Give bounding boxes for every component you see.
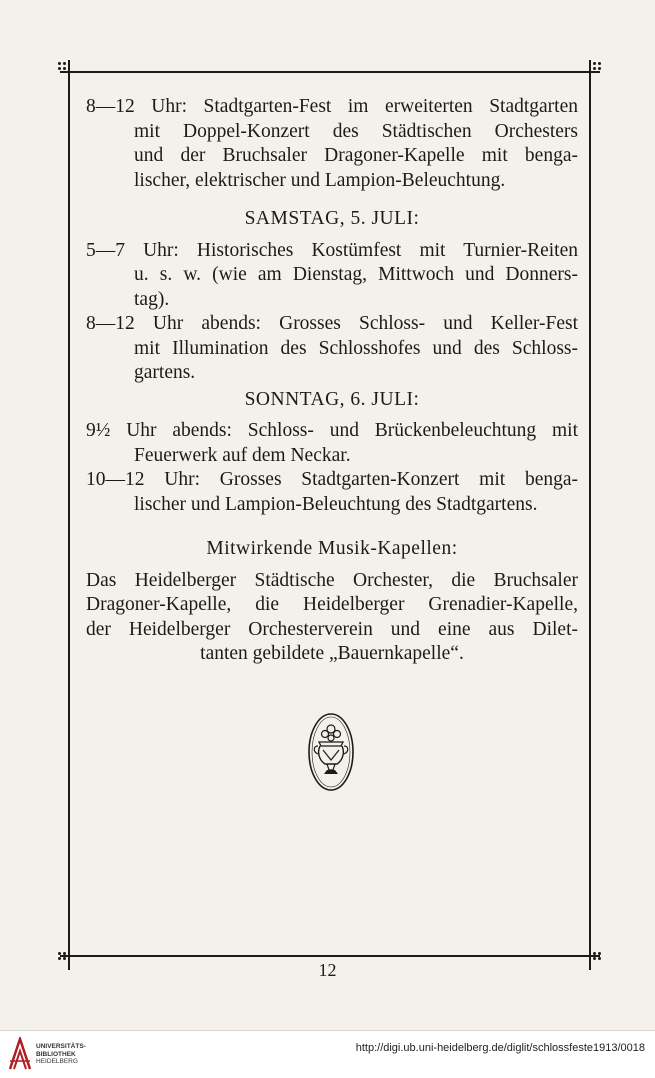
heading-sonntag: SONNTAG, 6. JULI:: [244, 388, 420, 410]
text-line: 8—12 Uhr: Stadtgarten-Fest im erweiterten Stadtgarten: [86, 96, 578, 117]
logo-line: UNIVERSITÄTS-: [36, 1043, 86, 1050]
viewer-footer: [0, 1030, 655, 1078]
text-line: 5—7 Uhr: Historisches Kostümfest mit Turnier-Reiten: [86, 239, 578, 261]
frame-left-line: [68, 60, 70, 970]
kapellen-paragraph: [86, 569, 578, 667]
corner-ornament-top-right: [593, 62, 601, 70]
frame-bottom-line: [60, 955, 600, 957]
samstag-entries: [86, 239, 578, 386]
page-number: 12: [318, 960, 337, 980]
text-line: mit Doppel-Konzert des Städtischen Orchesters: [134, 120, 578, 142]
text-line: tag).: [134, 288, 170, 310]
friday-evening-entry: [86, 95, 578, 193]
vase-emblem-icon: [307, 712, 355, 792]
text-line: tanten gebildete „Bauernkapelle“.: [200, 643, 464, 664]
text-line: lischer, elektrischer und Lampion-Beleuchtung.: [134, 169, 506, 191]
sonntag-entries: [86, 419, 578, 517]
text-line: Dragoner-Kapelle, die Heidelberger Grenadier-Kapelle,: [86, 594, 578, 615]
logo-line: HEIDELBERG: [36, 1058, 78, 1065]
text-line: 8—12 Uhr abends: Grosses Schloss- und Keller-Fest: [86, 313, 578, 334]
heading-samstag: SAMSTAG, 5. JULI:: [244, 208, 420, 229]
text-line: lischer und Lampion-Beleuchtung des Stadtgartens.: [134, 493, 538, 515]
heading-musik-kapellen: Mitwirkende Musik-Kapellen:: [206, 538, 458, 559]
corner-ornament-bottom-right: [593, 952, 601, 960]
text-line: mit Illumination des Schlosshofes und des Schloss-: [134, 337, 578, 359]
text-line: 9½ Uhr abends: Schloss- und Brückenbeleuchtung mit: [86, 420, 578, 441]
corner-ornament-top-left: [58, 62, 66, 70]
text-line: und der Bruchsaler Dragoner-Kapelle mit benga-: [134, 145, 578, 166]
frame-top-line: [60, 71, 600, 73]
text-line: 10—12 Uhr: Grosses Stadtgarten-Konzert mit benga-: [86, 469, 578, 490]
text-line: u. s. w. (wie am Dienstag, Mittwoch und Donners-: [134, 264, 578, 285]
library-logo-icon: [8, 1037, 32, 1071]
page-text: [86, 95, 578, 667]
text-line: Das Heidelberger Städtische Orchester, die Bruchsaler: [86, 569, 578, 591]
permalink-url[interactable]: http://digi.ub.uni-heidelberg.de/diglit/schlossfeste1913/0018: [355, 1042, 645, 1054]
text-line: der Heidelberger Orchesterverein und eine aus Dilet-: [86, 618, 578, 640]
corner-ornament-bottom-left: [58, 952, 66, 960]
text-line: gartens.: [134, 362, 196, 383]
library-logo-text: [36, 1043, 86, 1066]
frame-right-line: [589, 60, 591, 970]
logo-line: BIBLIOTHEK: [36, 1050, 76, 1058]
text-line: Feuerwerk auf dem Neckar.: [134, 444, 351, 466]
